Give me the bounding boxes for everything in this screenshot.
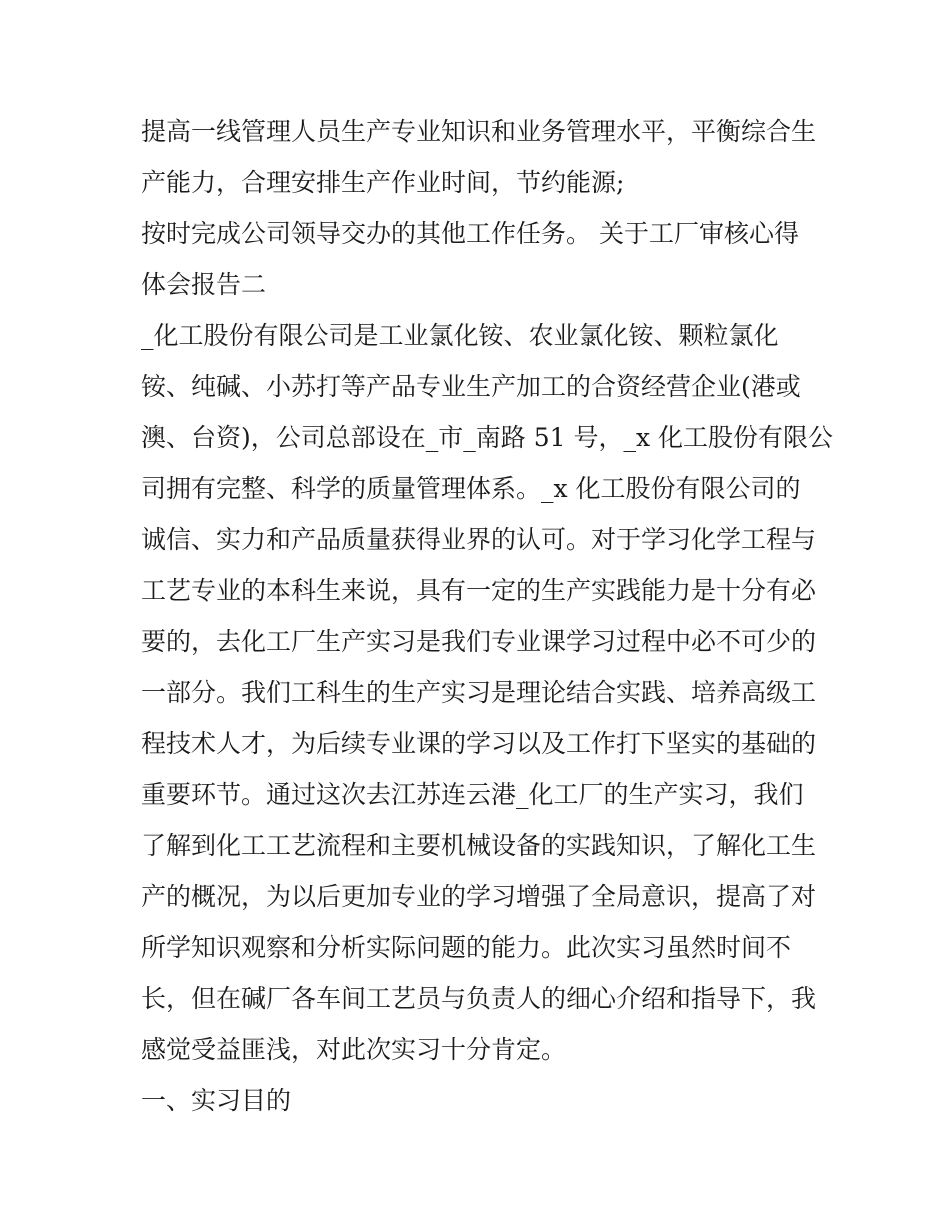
text-line: 所学知识观察和分析实际问题的能力。此次实习虽然时间不 (141, 933, 792, 962)
text-line: 澳、台资)，公司总部设在_市_南路 51 号，_x 化工股份有限公 (141, 423, 834, 452)
text-line: 按时完成公司领导交办的其他工作任务。 关于工厂审核心得 (141, 219, 799, 248)
text-line: 长，但在碱厂各车间工艺员与负责人的细心介绍和指导下，我 (141, 984, 817, 1013)
text-line: _化工股份有限公司是工业氯化铵、农业氯化铵、颗粒氯化 (141, 321, 779, 350)
section-heading: 一、实习目的 (141, 1086, 292, 1115)
document-body (141, 106, 834, 1126)
text-line: 产能力，合理安排生产作业时间，节约能源; (141, 168, 625, 197)
text-line: 工艺专业的本科生来说，具有一定的生产实践能力是十分有必 (141, 576, 817, 605)
text-line: 一部分。我们工科生的生产实习是理论结合实践、培养高级工 (141, 678, 817, 707)
text-line: 铵、纯碱、小苏打等产品专业生产加工的合资经营企业(港或 (141, 372, 801, 401)
text-line: 提高一线管理人员生产专业知识和业务管理水平，平衡综合生 (141, 117, 817, 146)
text-line: 体会报告二 (141, 270, 267, 299)
text-line: 重要环节。通过这次去江苏连云港_化工厂的生产实习，我们 (141, 780, 804, 809)
text-line: 要的，去化工厂生产实习是我们专业课学习过程中必不可少的 (141, 627, 817, 656)
text-line: 了解到化工工艺流程和主要机械设备的实践知识，了解化工生 (141, 831, 817, 860)
text-line: 程技术人才，为后续专业课的学习以及工作打下坚实的基础的 (141, 729, 817, 758)
text-line: 司拥有完整、科学的质量管理体系。_x 化工股份有限公司的 (141, 474, 801, 503)
text-line: 产的概况，为以后更加专业的学习增强了全局意识，提高了对 (141, 882, 817, 911)
text-line: 诚信、实力和产品质量获得业界的认可。对于学习化学工程与 (141, 525, 817, 554)
text-line: 感觉受益匪浅，对此次实习十分肯定。 (141, 1035, 567, 1064)
